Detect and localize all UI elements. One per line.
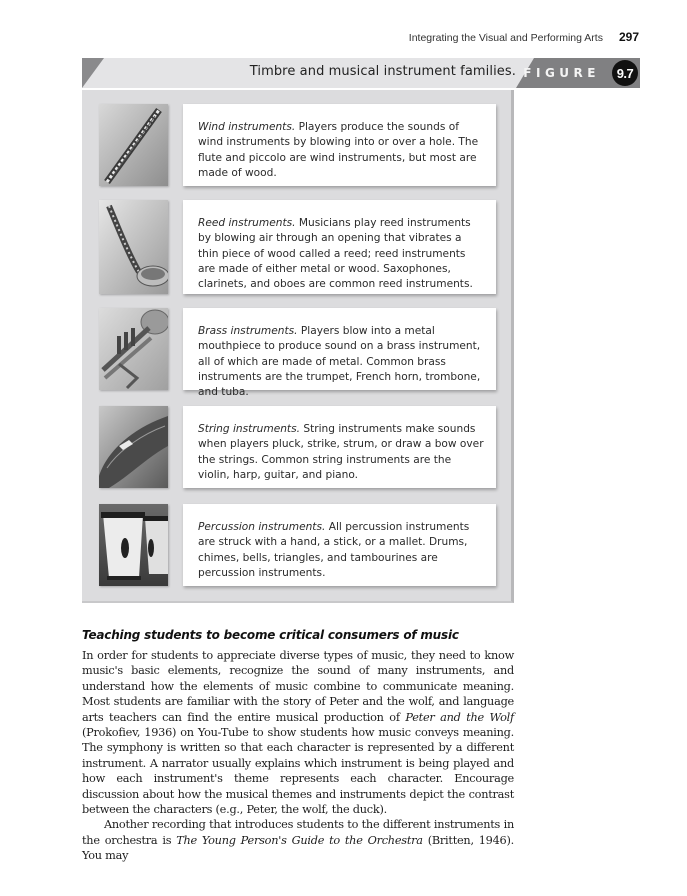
figure-caption: Timbre and musical instrument families.	[249, 64, 516, 79]
figure-panel	[82, 90, 514, 603]
work-title: Peter and the Wolf	[405, 710, 514, 724]
item-term: String instruments.	[198, 423, 300, 435]
paragraph-text: (Britten, 1946). You may	[82, 833, 514, 863]
figure-header	[82, 58, 640, 88]
item-term: Percussion instruments.	[198, 521, 326, 533]
figure-item-text	[183, 200, 496, 294]
item-description: All percussion instruments are struck with a hand, a stick, or a mallet. Drums, chimes, bells, triangles, and tambourines are percussion instruments.	[198, 521, 470, 579]
page-number: 297	[618, 30, 639, 44]
saxophone-photo	[99, 200, 168, 294]
paragraph-text: (Prokofiev, 1936) on You-Tube to show students how music conveys meaning. The symphony is written so that each character is represented by a different instrument. A narrator usually explains which instrument is being played and how each instrument's theme represents each character. Encourage discussion about how the musical themes and instruments depict the contrast between the characters (e.g., Peter, the wolf, the duck).	[82, 726, 514, 817]
drum-photo	[99, 504, 168, 586]
figure-item-text	[183, 406, 496, 488]
item-term: Reed instruments.	[198, 217, 296, 229]
item-description: Musicians play reed instruments by blowing air through an opening that vibrates a thin piece of wood called a reed; reed instruments are made of either metal or wood. Saxophones, clarinets, and oboes are common reed instruments.	[198, 217, 473, 291]
paragraph-text: In order for students to appreciate diverse types of music, they need to know music's basic elements, recognize the sound of many instruments, and understand how the elements of music combine to communicate meaning. Most students are familiar with the story of Peter and the wolf, and language arts teachers can find the entire musical production of	[82, 649, 514, 724]
running-head	[409, 30, 639, 44]
item-description: String instruments make sounds when players pluck, strike, strum, or draw a bow over the strings. Common string instruments are the violin, harp, guitar, and piano.	[198, 423, 484, 481]
section-heading: Teaching students to become critical consumers of music	[82, 628, 459, 642]
item-term: Brass instruments.	[198, 325, 298, 337]
item-term: Wind instruments.	[198, 121, 296, 133]
running-head-title: Integrating the Visual and Performing Arts	[408, 32, 603, 44]
item-description: Players blow into a metal mouthpiece to produce sound on a brass instrument, all of which are made of metal. Common brass instruments are the trumpet, French horn, trombone, and tuba.	[198, 325, 481, 399]
figure-number-badge: 9.7	[612, 60, 638, 86]
figure-item-text	[183, 504, 496, 586]
figure-label: FIGURE	[523, 66, 600, 80]
violin-photo	[99, 406, 168, 488]
flute-photo	[99, 104, 168, 186]
paragraph	[82, 648, 514, 817]
paragraph-text: Another recording that introduces students to the different instruments in the orchestra is	[82, 818, 514, 847]
body-text	[82, 648, 514, 864]
figure-item-text	[183, 104, 496, 186]
trumpet-photo	[99, 308, 168, 390]
paragraph	[82, 817, 514, 863]
work-title: The Young Person's Guide to the Orchestra	[176, 833, 423, 847]
item-description: Players produce the sounds of wind instruments by blowing into or over a hole. The flute and piccolo are wind instruments, but most are made of wood.	[198, 121, 479, 179]
figure-item-text	[183, 308, 496, 399]
figure-header-corner	[82, 58, 104, 88]
